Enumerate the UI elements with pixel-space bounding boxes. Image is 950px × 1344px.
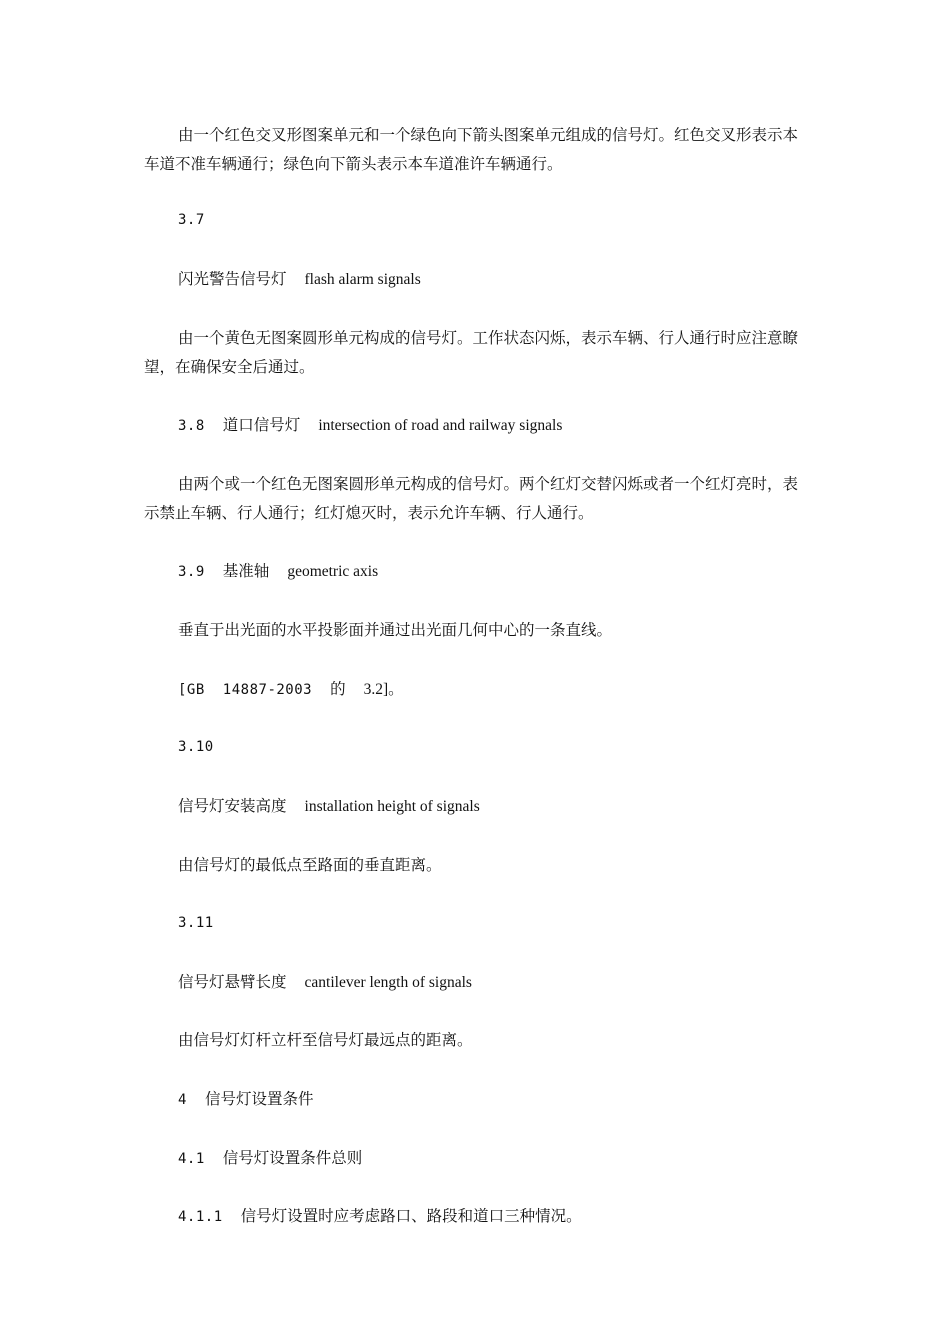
clause-number-3-10: [178, 733, 810, 762]
paragraph-text: 垂直于出光面的水平投影面并通过出光面几何中心的一条直线。: [178, 621, 613, 639]
term-english: installation height of signals: [304, 798, 480, 815]
term-chinese: 信号灯安装高度: [178, 797, 287, 815]
paragraph-text: 由两个或一个红色无图案圆形单元构成的信号灯。两个红灯交替闪烁或者一个红灯亮时，表示禁止车辆、行人通行；红灯熄灭时，表示允许车辆、行人通行。: [144, 475, 799, 522]
paragraph-geometric-axis-definition: [178, 616, 810, 645]
term-english: cantilever length of signals: [304, 974, 472, 991]
term-english: geometric axis: [287, 563, 379, 580]
term-cantilever-length: [178, 968, 810, 997]
paragraph-installation-height-definition: [178, 851, 810, 880]
section-title: 信号灯设置条件: [204, 1090, 314, 1108]
reference-code: 14887-2003: [222, 682, 313, 698]
reference-close: 3.2]。: [363, 681, 404, 698]
clause-number-3-11: [178, 909, 810, 938]
clause-number-3-7: [178, 206, 810, 235]
paragraph-text: 由信号灯灯杆立杆至信号灯最远点的距离。: [178, 1031, 473, 1049]
term-english: intersection of road and railway signals: [318, 417, 563, 434]
paragraph-intersection-signal-definition: [144, 470, 810, 528]
clause-number: 3.9: [178, 564, 205, 580]
clause-text: 信号灯设置时应考虑路口、路段和道口三种情况。: [240, 1207, 582, 1225]
clause-number: 4.1.1: [178, 1209, 223, 1225]
section-heading-4-1: [178, 1144, 810, 1174]
clause-number: 3.11: [178, 915, 214, 931]
clause-3-8-intersection-signals: [178, 411, 810, 441]
section-heading-4: [178, 1085, 810, 1115]
section-number: 4: [178, 1092, 187, 1108]
term-flash-alarm-signals: [178, 265, 810, 294]
paragraph-text: 由信号灯的最低点至路面的垂直距离。: [178, 856, 442, 874]
section-title: 信号灯设置条件总则: [222, 1149, 363, 1167]
reference-open: [GB: [178, 682, 205, 698]
paragraph-text: 由一个黄色无图案圆形单元构成的信号灯。工作状态闪烁，表示车辆、行人通行时应注意瞭望，在确保安全后通过。: [144, 329, 799, 376]
reference-gb-14887: [178, 675, 810, 705]
term-installation-height: [178, 792, 810, 821]
clause-3-9-geometric-axis: [178, 557, 810, 587]
paragraph-lane-signal-definition: [144, 121, 810, 179]
term-chinese: 基准轴: [222, 562, 270, 580]
clause-number: 3.10: [178, 739, 214, 755]
clause-number: 3.7: [178, 212, 205, 228]
clause-number: 3.8: [178, 418, 205, 434]
term-chinese: 道口信号灯: [222, 416, 301, 434]
reference-de: 的: [330, 680, 346, 698]
paragraph-text: 由一个红色交叉形图案单元和一个绿色向下箭头图案单元组成的信号灯。红色交叉形表示本车道不准车辆通行；绿色向下箭头表示本车道准许车辆通行。: [144, 126, 799, 173]
clause-4-1-1: [178, 1202, 810, 1232]
paragraph-cantilever-length-definition: [178, 1026, 810, 1055]
term-chinese: 闪光警告信号灯: [178, 270, 287, 288]
paragraph-flash-alarm-definition: [144, 324, 810, 382]
term-chinese: 信号灯悬臂长度: [178, 973, 287, 991]
section-number: 4.1: [178, 1151, 205, 1167]
term-english: flash alarm signals: [304, 271, 421, 288]
